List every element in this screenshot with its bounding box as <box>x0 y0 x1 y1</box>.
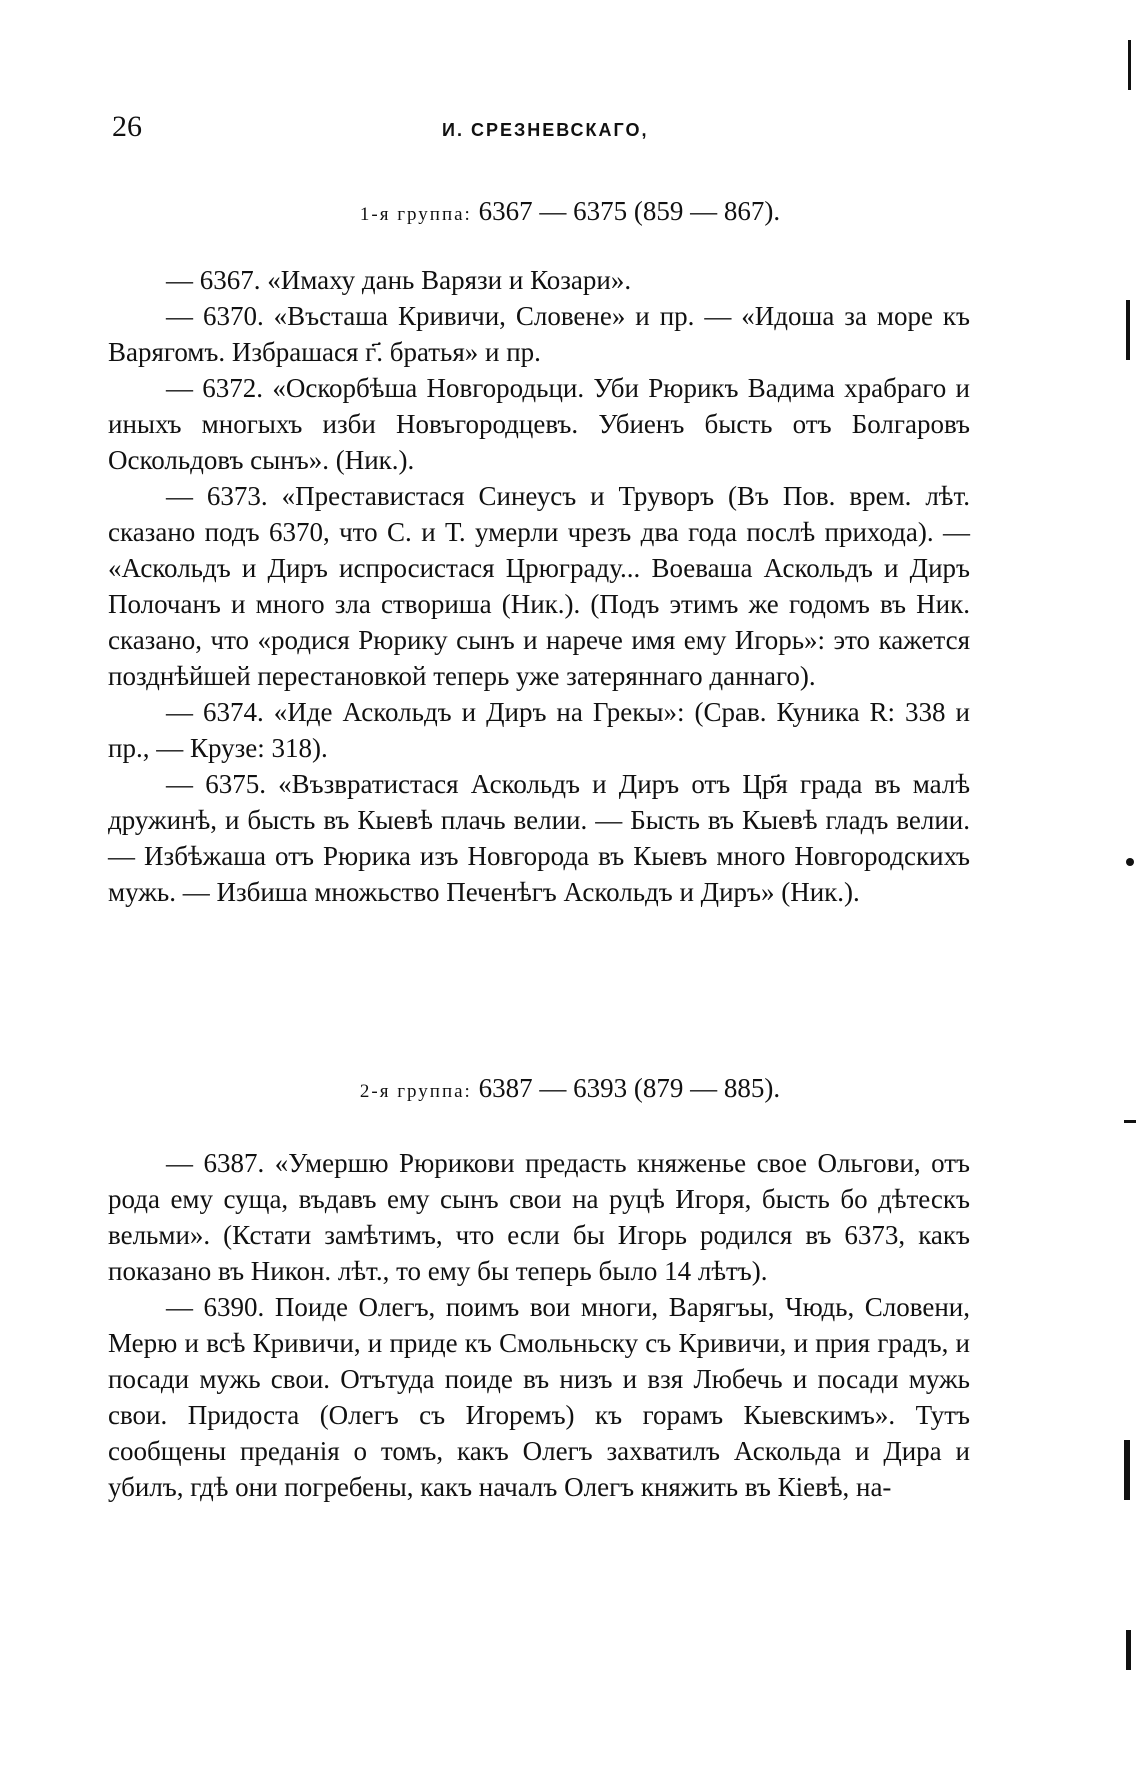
scan-edge-mark <box>1126 1630 1131 1670</box>
group-2-label: 2-я группа: <box>359 1081 472 1102</box>
group-1-range: 6367 — 6375 (859 — 867). <box>478 196 781 226</box>
entry-6370: — 6370. «Въсташа Кривичи, Словене» и пр. — «Идоша за море къ Варягомъ. Избрашася г҃. братья» и пр. <box>108 301 970 367</box>
entry-6373: — 6373. «Преставистася Синеусъ и Труворъ (Въ Пов. врем. лѣт. сказано подъ 6370, что С. и Т. умерли чрезъ два года послѣ прихода). — «Аскольдъ и Диръ испросистася Црюграду... Воеваша Аскольдъ и Диръ Полочанъ и много зла створиша (Ник.). (Подъ этимъ же годомъ въ Ник. сказано, что «родися Рюрику сынъ и нарече имя ему Игорь»: это кажется позднѣйшей перестановкой теперь уже затеряннаго даннаго). <box>108 481 970 691</box>
scan-edge-mark <box>1124 1120 1136 1123</box>
scan-edge-mark <box>1128 40 1131 90</box>
entry-6387: — 6387. «Умершю Рюрикови предасть княженье свое Ольгови, отъ рода ему суща, въдавъ ему сынъ свои на руцѣ Игоря, бысть бо дѣтескъ вельми». (Кстати замѣтимъ, что если бы Игорь родился въ 6373, какъ показано въ Никон. лѣт., то ему бы теперь было 14 лѣтъ). <box>108 1148 970 1286</box>
entry-6374: — 6374. «Иде Аскольдъ и Диръ на Грекы»: (Срав. Куника R: 338 и пр., — Крузе: 318). <box>108 697 970 763</box>
running-head: И. СРЕЗНЕВСКАГО, <box>442 120 649 140</box>
group-2-heading <box>0 1073 1140 1104</box>
scan-edge-mark <box>1126 858 1134 866</box>
scan-edge-mark <box>1126 300 1130 360</box>
group-1-body <box>108 262 970 910</box>
group-2-body <box>108 1145 970 1505</box>
entry-6390: — 6390. Поиде Олегъ, поимъ вои многи, Варягъы, Чюдь, Словени, Мерю и всѣ Кривичи, и приде къ Смольньску съ Кривичи, и прия градъ, и посади мужь свои. Отътуда поиде въ низъ и взя Любечь и посади мужь свои. Придоста (Олегъ съ Игоремъ) къ горамъ Кыевскимъ». Тутъ сообщены преданія о томъ, какъ Олегъ захватилъ Аскольда и Дира и убилъ, гдѣ они погребены, какъ началъ Олегъ княжить въ Кіевѣ, на- <box>108 1292 970 1502</box>
group-1-heading <box>0 196 1140 227</box>
entry-6367: — 6367. «Имаху дань Варязи и Козари». <box>166 265 632 295</box>
entry-6372: — 6372. «Оскорбѣша Новгородьци. Уби Рюрикъ Вадима храбраго и иныхъ многыхъ изби Новъгородцевъ. Убиенъ бысть отъ Болгаровъ Оскольдовъ сынъ». (Ник.). <box>108 373 970 475</box>
group-2-range: 6387 — 6393 (879 — 885). <box>478 1073 781 1103</box>
page-header <box>112 110 972 160</box>
page-number: 26 <box>112 110 142 143</box>
scan-edge-mark <box>1124 1440 1130 1500</box>
group-1-label: 1-я группа: <box>359 204 472 225</box>
entry-6375: — 6375. «Възвратистася Аскольдъ и Диръ отъ Цр҃я града въ малѣ дружинѣ, и бысть въ Кыевѣ плачь велии. — Бысть въ Кыевѣ гладъ велии. — Избѣжаша отъ Рюрика изъ Новгорода въ Кыевъ много Новгородскихъ мужь. — Избиша множьство Печенѣгъ Аскольдъ и Диръ» (Ник.). <box>108 769 970 907</box>
